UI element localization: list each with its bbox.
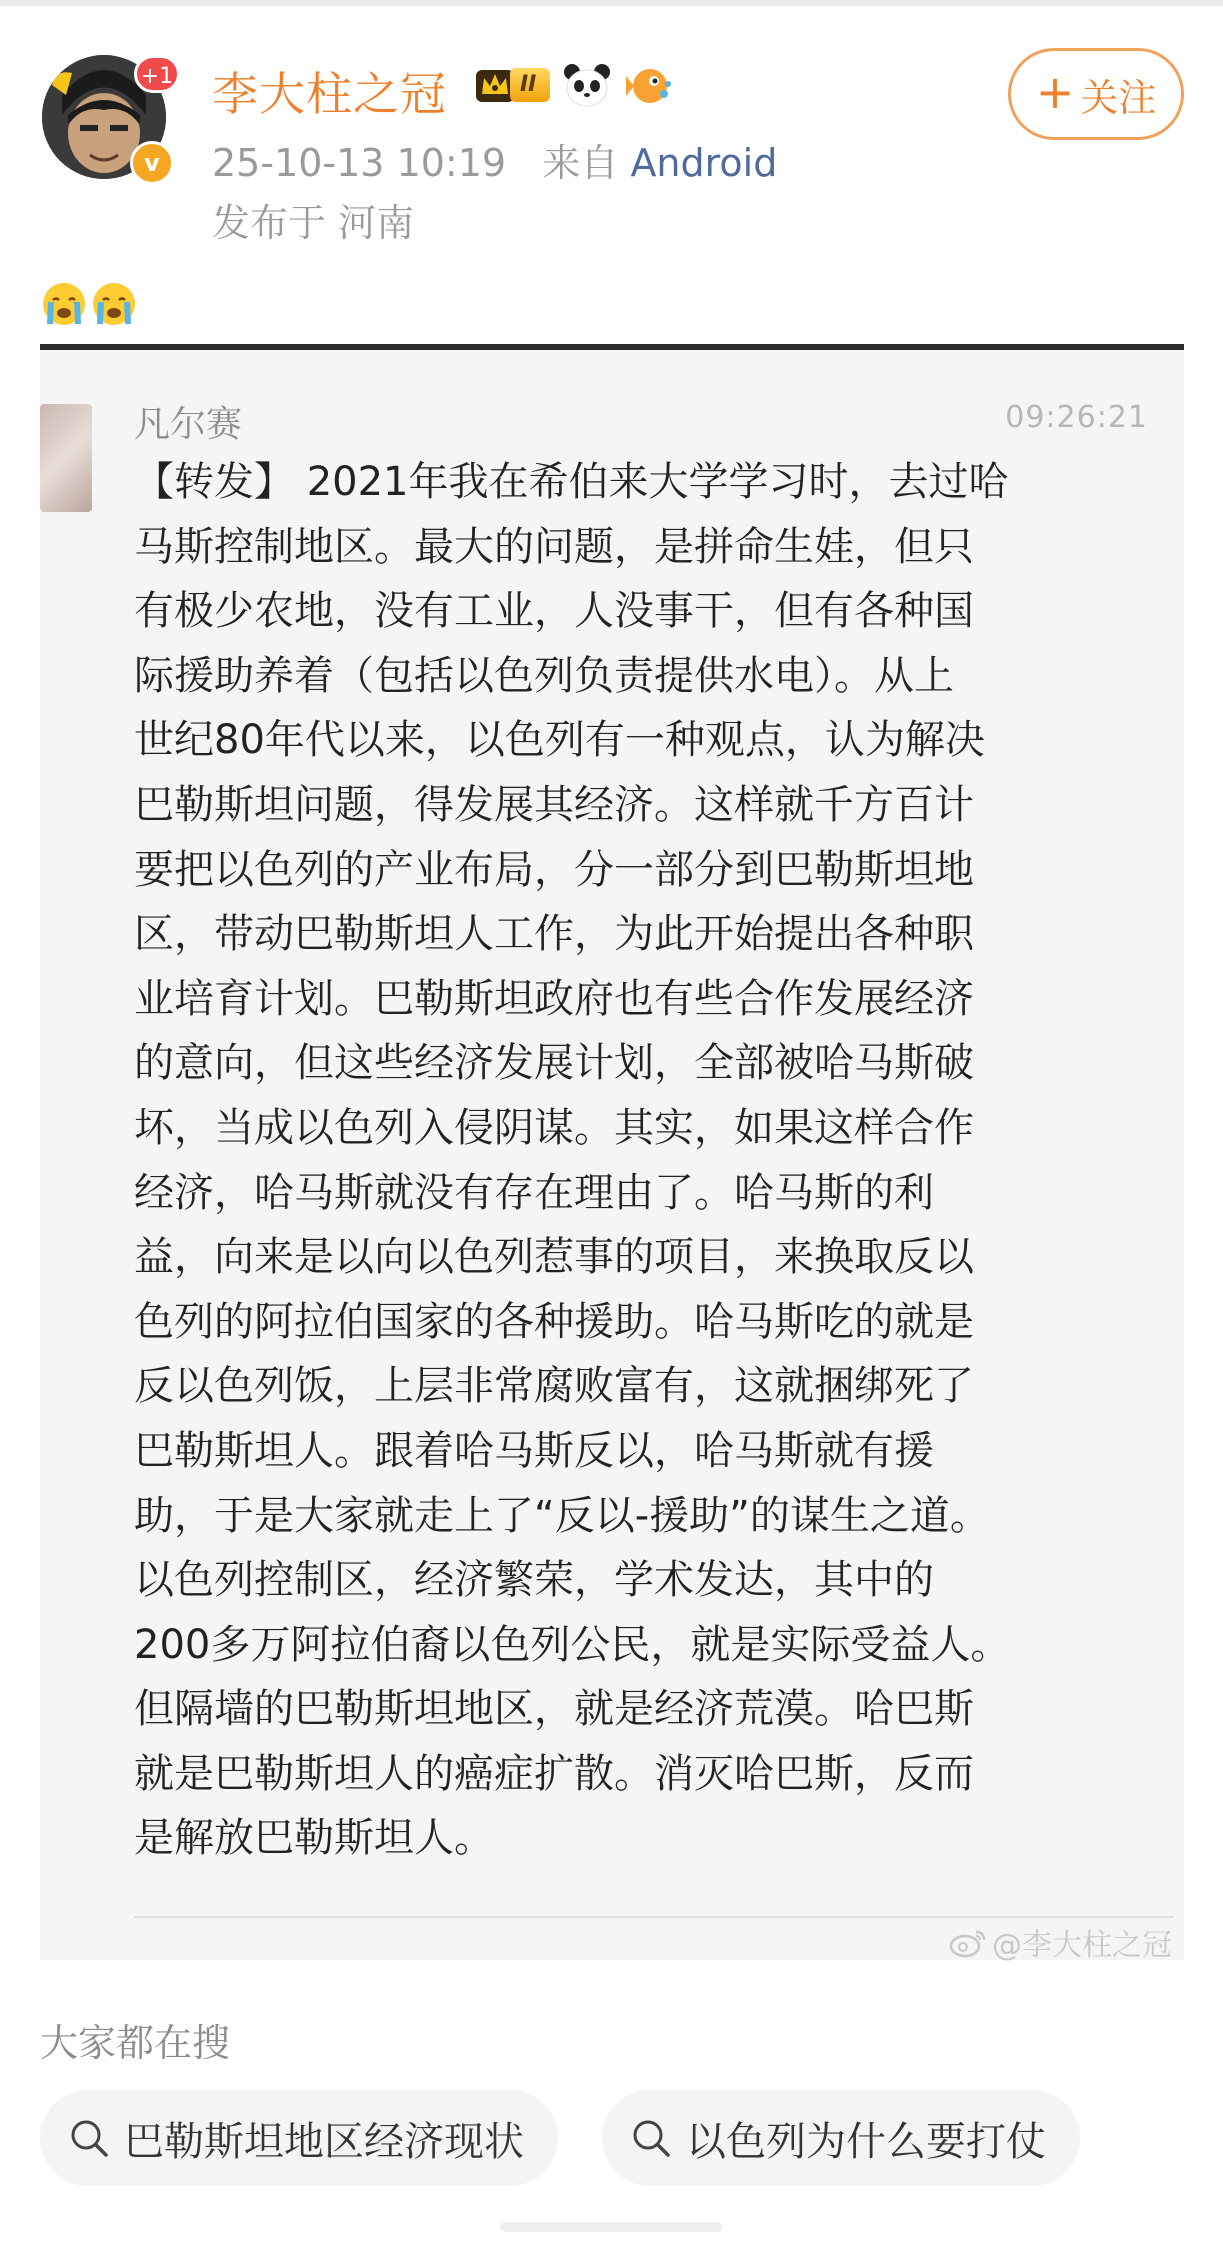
follow-label: 关注 — [1080, 75, 1157, 120]
card-body-text — [134, 450, 1184, 1871]
post-location: 发布于 河南 — [212, 201, 415, 245]
card-body-line: 助，于是大家就走上了“反以-援助”的谋生之道。 — [134, 1492, 990, 1539]
search-chip[interactable] — [602, 2090, 1080, 2186]
card-body-line: 经济，哈马斯就没有存在理由了。哈马斯的利 — [134, 1169, 934, 1216]
author-avatar-group[interactable] — [42, 55, 172, 185]
card-body-line: 就是巴勒斯坦人的癌症扩散。消灭哈巴斯，反而 — [134, 1750, 974, 1797]
card-body-line: 【转发】 2021年我在希伯来大学学习时，去过哈 — [134, 459, 1009, 505]
card-body-line: 色列的阿拉伯国家的各种援助。哈马斯吃的就是 — [134, 1298, 974, 1345]
card-body-line: 际援助养着（包括以色列负责提供水电）。从上 — [134, 652, 954, 699]
weibo-watermark — [948, 1920, 1172, 1964]
pufferfish-icon — [624, 62, 674, 108]
post-meta — [212, 132, 777, 187]
author-badges — [474, 60, 674, 110]
card-body-line: 但隔墙的巴勒斯坦地区，就是经济荒漠。哈巴斯 — [134, 1686, 974, 1733]
card-body-line: 有极少农地，没有工业，人没事干，但有各种国 — [134, 588, 974, 635]
card-body-line: 巴勒斯坦问题，得发展其经济。这样就千方百计 — [134, 781, 974, 828]
search-icon — [630, 2117, 672, 2159]
crying-face-icon — [90, 280, 138, 328]
card-body-line: 以色列控制区，经济繁荣，学术发达，其中的 — [134, 1557, 934, 1604]
source-prefix: 来自 — [542, 141, 619, 185]
card-body-line: 区，带动巴勒斯坦人工作，为此开始提出各种职 — [134, 911, 974, 958]
source-device[interactable]: Android — [630, 141, 778, 185]
sender-avatar — [40, 404, 92, 512]
author-name[interactable]: 李大柱之冠 — [212, 67, 447, 121]
card-body-line: 是解放巴勒斯坦人。 — [134, 1815, 494, 1862]
search-icon — [68, 2117, 110, 2159]
card-body-line: 马斯控制地区。最大的问题，是拼命生娃，但只 — [134, 523, 974, 570]
watermark-text: @李大柱之冠 — [992, 1928, 1172, 1963]
search-chip-label: 巴勒斯坦地区经济现状 — [124, 2118, 524, 2165]
card-body-line: 益，向来是以向以色列惹事的项目，来换取反以 — [134, 1234, 974, 1281]
post-emojis — [40, 280, 138, 328]
card-body-line: 巴勒斯坦人。跟着哈马斯反以，哈马斯就有援 — [134, 1427, 934, 1474]
forwarded-message-card[interactable] — [40, 350, 1184, 1963]
card-time: 09:26:21 — [1005, 400, 1148, 435]
weibo-logo-icon — [948, 1926, 988, 1958]
panda-icon — [562, 62, 612, 108]
card-divider — [134, 1916, 1174, 1918]
card-sender-name: 凡尔赛 — [134, 404, 243, 445]
card-body-line: 坏，当成以色列入侵阴谋。其实，如果这样合作 — [134, 1104, 974, 1151]
plus-icon: + — [1035, 65, 1075, 119]
card-body-line: 业培育计划。巴勒斯坦政府也有些合作发展经济 — [134, 975, 974, 1022]
search-chip-label: 以色列为什么要打仗 — [686, 2118, 1046, 2165]
search-chip[interactable] — [40, 2090, 558, 2186]
card-body-line: 要把以色列的产业布局，分一部分到巴勒斯坦地 — [134, 846, 974, 893]
card-body-line: 的意向，但这些经济发展计划，全部被哈马斯破 — [134, 1040, 974, 1087]
verified-icon: v — [130, 141, 174, 185]
card-body-line: 反以色列饭，上层非常腐败富有，这就捆绑死了 — [134, 1363, 974, 1410]
post-timestamp: 25-10-13 10:19 — [212, 141, 507, 185]
card-body-line: 200多万阿拉伯裔以色列公民，就是实际受益人。 — [134, 1621, 1011, 1668]
crying-face-icon — [40, 280, 88, 328]
level-badge[interactable] — [474, 64, 550, 106]
card-body-line: 世纪80年代以来，以色列有一种观点，认为解决 — [134, 717, 985, 764]
top-separator — [0, 0, 1223, 6]
notification-badge: +1 — [134, 55, 180, 93]
level-pill: II — [510, 68, 550, 102]
trending-search-title: 大家都在搜 — [40, 2021, 231, 2065]
follow-button[interactable] — [1008, 48, 1184, 140]
bottom-handle — [500, 2222, 722, 2232]
